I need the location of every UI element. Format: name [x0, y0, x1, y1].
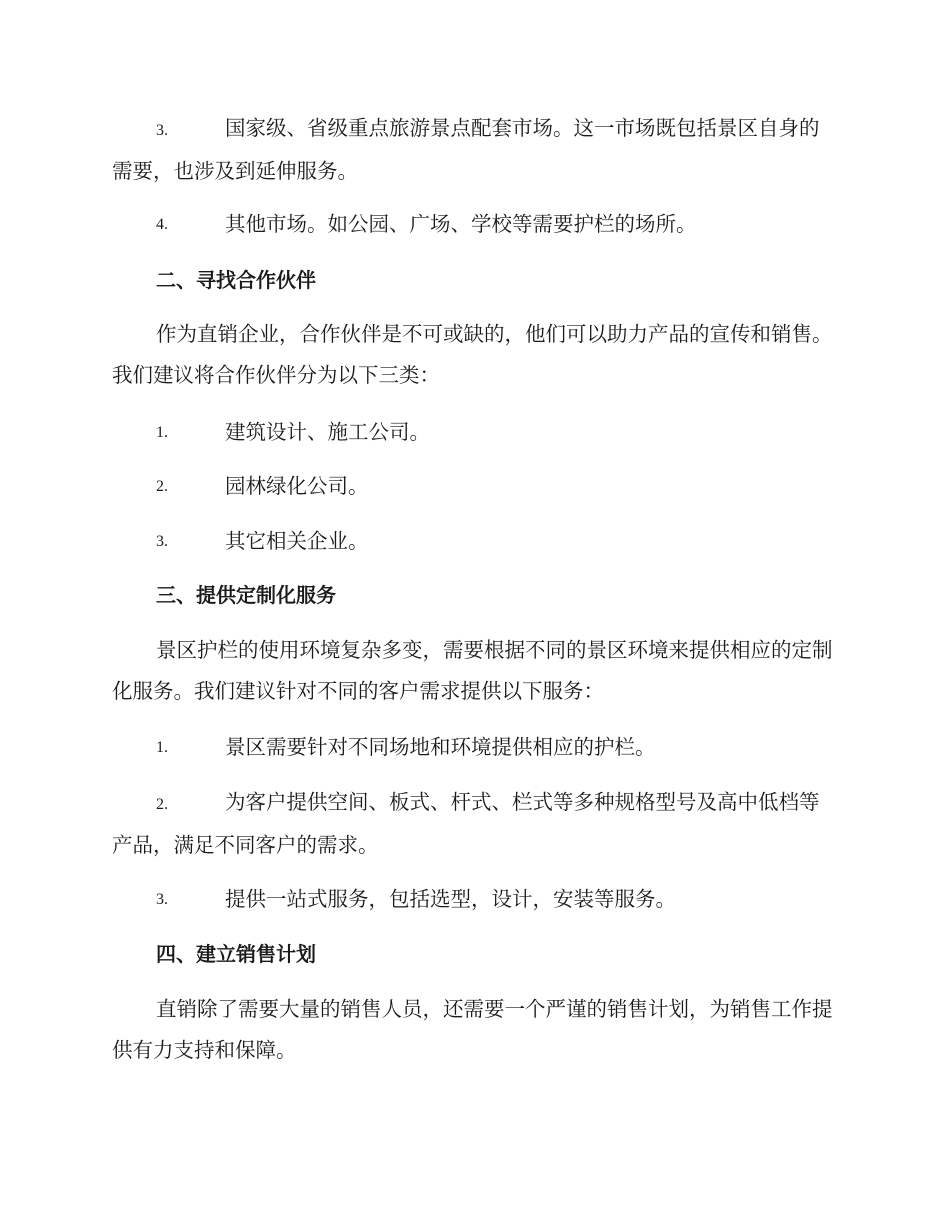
market-list-item-3: [112, 108, 838, 192]
paragraph-customization: 景区护栏的使用环境复杂多变，需要根据不同的景区环境来提供相应的定制化服务。我们建议针对不同的客户需求提供以下服务：: [112, 638, 833, 703]
list-text: 提供一站式服务，包括选型，设计，安装等服务。: [225, 887, 676, 911]
list-text: 建筑设计、施工公司。: [225, 420, 430, 444]
list-number: 3.: [156, 122, 168, 139]
list-text: 其它相关企业。: [225, 529, 369, 553]
list-number: 1.: [156, 424, 168, 441]
market-list-item-4: [112, 204, 838, 245]
list-text: 国家级、省级重点旅游景点配套市场。这一市场既包括景区自身的需要，也涉及到延伸服务。: [112, 116, 820, 183]
list-number: 2.: [156, 478, 168, 495]
paragraph-sales-plan: 直销除了需要大量的销售人员，还需要一个严谨的销售计划，为销售工作提供有力支持和保障。: [112, 997, 833, 1062]
partner-list-item-2: [112, 466, 838, 507]
list-number: 3.: [156, 533, 168, 550]
list-text: 景区需要针对不同场地和环境提供相应的护栏。: [225, 735, 656, 759]
list-number: 1.: [156, 739, 168, 756]
section-heading-customization: 三、提供定制化服务: [156, 583, 336, 607]
list-text: 其他市场。如公园、广场、学校等需要护栏的场所。: [225, 212, 697, 236]
service-list-item-2: [112, 782, 838, 866]
paragraph-partners: 作为直销企业，合作伙伴是不可或缺的，他们可以助力产品的宣传和销售。我们建议将合作伙伴分为以下三类：: [112, 322, 833, 387]
list-number: 2.: [156, 796, 168, 813]
list-number: 3.: [156, 891, 168, 908]
partner-list-item-1: [112, 412, 838, 453]
partner-list-item-3: [112, 521, 838, 562]
list-number: 4.: [156, 216, 168, 233]
section-heading-partners: 二、寻找合作伙伴: [156, 268, 316, 292]
list-text: 园林绿化公司。: [225, 474, 369, 498]
service-list-item-3: [112, 879, 838, 920]
service-list-item-1: [112, 727, 838, 768]
section-heading-sales-plan: 四、建立销售计划: [156, 942, 316, 966]
list-text: 为客户提供空间、板式、杆式、栏式等多种规格型号及高中低档等产品，满足不同客户的需求。: [112, 790, 820, 857]
